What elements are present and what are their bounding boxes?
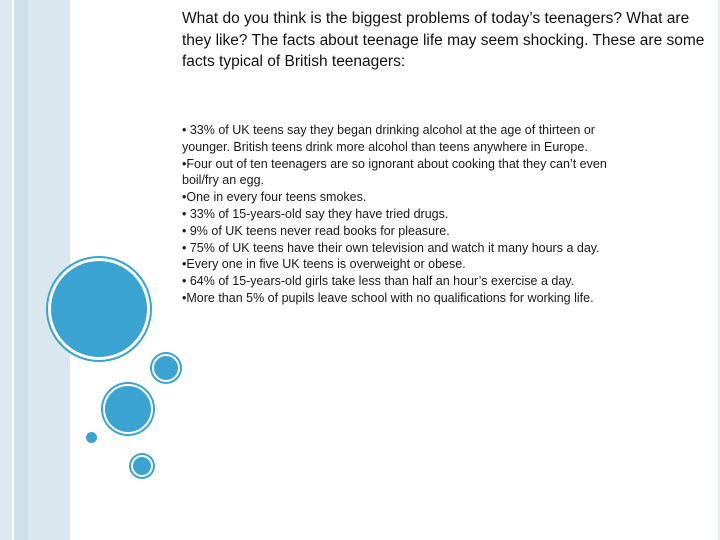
fact-item: • 75% of UK teens have their own television and watch it many hours a day.: [182, 240, 600, 255]
decor-circle-small-ring: [152, 354, 180, 382]
facts-list: [182, 122, 626, 307]
slide-heading: What do you think is the biggest problems of today’s teenagers? What are they like? The facts about teenage life may seem shocking. These are some facts typical of British teenagers:: [182, 10, 705, 70]
left-stripe-outer: [0, 0, 12, 540]
fact-item: • 64% of 15-years-old girls take less than half an hour’s exercise a day.: [182, 274, 575, 289]
fact-item: •Four out of ten teenagers are so ignorant about cooking that they can’t even boil/fry an egg.: [182, 156, 607, 188]
decor-circle-large: [48, 258, 150, 360]
decor-circle-small: [131, 455, 153, 477]
left-stripe-inner: [14, 0, 28, 540]
fact-item: • 9% of UK teens never read books for pleasure.: [182, 223, 450, 238]
fact-item: • 33% of 15-years-old say they have tried drugs.: [182, 206, 449, 221]
decor-circle-medium: [103, 384, 153, 434]
fact-item: •More than 5% of pupils leave school with no qualifications for working life.: [182, 290, 594, 305]
left-stripe-band: [28, 0, 70, 540]
fact-item: •Every one in five UK teens is overweight or obese.: [182, 257, 466, 272]
decor-circle-tiny: [86, 432, 97, 443]
fact-item: •One in every four teens smokes.: [182, 190, 367, 205]
fact-item: • 33% of UK teens say they began drinking alcohol at the age of thirteen or younger. British teens drink more alcohol than teens anywhere in Europe.: [182, 123, 595, 154]
